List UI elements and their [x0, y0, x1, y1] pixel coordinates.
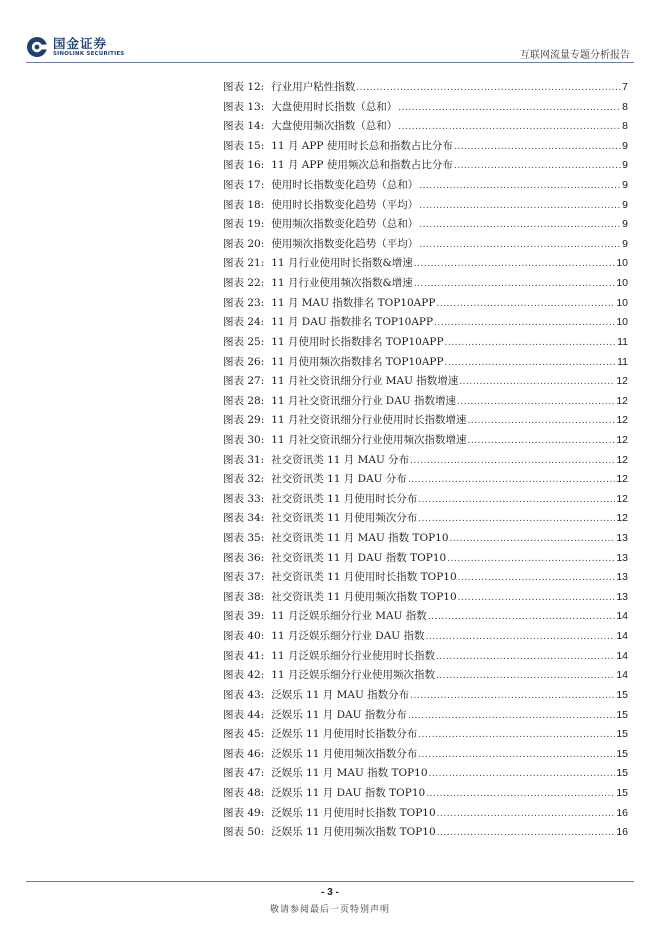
toc-figure-label: 图表 13:: [223, 100, 265, 113]
toc-figure-label: 图表 43:: [223, 688, 265, 701]
toc-figure-title: 行业用户粘性指数: [271, 81, 356, 93]
toc-figure-label: 图表 41:: [223, 649, 265, 662]
toc-page-number: 14: [616, 630, 628, 643]
toc-figure-title: 11 月泛娱乐细分行业 MAU 指数: [271, 610, 427, 623]
toc-entry[interactable]: [223, 706, 628, 726]
toc-figure-label: 图表 42:: [223, 669, 265, 682]
toc-figure-title: 社交资讯类 11 月使用频次分布: [271, 512, 418, 525]
toc-page-number: 12: [616, 453, 628, 466]
toc-figure-label: 图表 16:: [223, 159, 265, 172]
toc-entry[interactable]: [223, 78, 628, 98]
toc-entry[interactable]: [223, 98, 628, 118]
toc-page-number: 15: [616, 786, 628, 799]
toc-entry[interactable]: [223, 568, 628, 588]
toc-figure-label: 图表 38:: [223, 590, 265, 603]
toc-entry[interactable]: [223, 804, 628, 824]
toc-page-number: 14: [616, 610, 628, 623]
toc-page-number: 9: [622, 139, 628, 152]
toc-dot-leader: [414, 255, 616, 275]
toc-entry[interactable]: [223, 529, 628, 549]
toc-figure-label: 图表 32:: [223, 473, 265, 486]
toc-figure-title: 泛娱乐 11 月使用时长指数 TOP10: [271, 806, 436, 819]
toc-figure-title: 11 月泛娱乐细分行业使用时长指数: [271, 649, 435, 662]
toc-figure-label: 图表 19:: [223, 218, 265, 231]
toc-figure-title: 11 月社交资讯细分行业使用时长指数增速: [271, 414, 467, 427]
toc-figure-title: 使用频次指数变化趋势（平均）: [271, 237, 419, 250]
toc-figure-label: 图表 29:: [223, 414, 265, 427]
toc-page-number: 16: [616, 806, 628, 819]
toc-figure-label: 图表 50:: [223, 826, 265, 839]
page-header: [0, 0, 660, 66]
toc-dot-leader: [410, 452, 615, 472]
toc-figure-title: 11 月行业使用频次指数&增速: [271, 277, 413, 290]
sinolink-logo-icon: [26, 36, 48, 58]
toc-entry[interactable]: [223, 156, 628, 176]
toc-figure-label: 图表 28:: [223, 394, 265, 407]
toc-page-number: 15: [616, 747, 628, 760]
toc-figure-label: 图表 44:: [223, 708, 265, 721]
toc-page-number: 14: [616, 649, 628, 662]
toc-figure-title: 社交资讯类 11 月使用时长分布: [271, 492, 418, 505]
toc-dot-leader: [457, 393, 615, 413]
toc-dot-leader: [419, 197, 621, 217]
toc-entry[interactable]: [223, 823, 628, 843]
header-divider: [26, 62, 634, 63]
toc-entry[interactable]: [223, 549, 628, 569]
toc-dot-leader: [418, 510, 615, 530]
toc-entry[interactable]: [223, 666, 628, 686]
toc-entry[interactable]: [223, 215, 628, 235]
toc-entry[interactable]: [223, 588, 628, 608]
toc-entry[interactable]: [223, 509, 628, 529]
toc-dot-leader: [418, 726, 615, 746]
toc-dot-leader: [356, 79, 621, 99]
toc-dot-leader: [419, 177, 621, 197]
toc-entry[interactable]: [223, 647, 628, 667]
toc-dot-leader: [408, 471, 616, 491]
toc-entry[interactable]: [223, 176, 628, 196]
toc-figure-title: 11 月使用频次指数排名 TOP10APP: [271, 355, 444, 368]
toc-entry[interactable]: [223, 117, 628, 137]
toc-figure-title: 使用时长指数变化趋势（总和）: [271, 179, 419, 192]
toc-page-number: 12: [616, 394, 628, 407]
toc-dot-leader: [445, 354, 617, 374]
toc-dot-leader: [447, 550, 615, 570]
brand-name-en: SINOLINK SECURITIES: [53, 50, 125, 57]
toc-dot-leader: [467, 412, 615, 432]
toc-page-number: 9: [622, 159, 628, 172]
toc-dot-leader: [418, 746, 615, 766]
page-number: - 3 -: [321, 887, 339, 898]
toc-page-number: 9: [622, 198, 628, 211]
toc-entry[interactable]: [223, 451, 628, 471]
toc-figure-label: 图表 33:: [223, 492, 265, 505]
toc-entry[interactable]: [223, 235, 628, 255]
toc-dot-leader: [425, 628, 615, 648]
footer-divider: [26, 881, 634, 882]
toc-figure-title: 社交资讯类 11 月 MAU 分布: [271, 453, 410, 466]
toc-entry[interactable]: [223, 411, 628, 431]
toc-figure-label: 图表 21:: [223, 257, 265, 270]
toc-figure-title: 泛娱乐 11 月 DAU 指数 TOP10: [271, 786, 426, 799]
toc-dot-leader: [398, 99, 621, 119]
toc-figure-title: 11 月社交资讯细分行业 DAU 指数增速: [271, 394, 456, 407]
toc-figure-title: 泛娱乐 11 月 MAU 指数 TOP10: [271, 767, 428, 780]
toc-figure-label: 图表 14:: [223, 120, 265, 133]
toc-dot-leader: [458, 589, 616, 609]
toc-dot-leader: [436, 295, 615, 315]
toc-dot-leader: [429, 765, 616, 785]
toc-page-number: 10: [616, 277, 628, 290]
toc-figure-label: 图表 18:: [223, 198, 265, 211]
toc-figure-title: 大盘使用时长指数（总和）: [271, 100, 398, 113]
toc-dot-leader: [445, 334, 617, 354]
toc-dot-leader: [418, 491, 615, 511]
toc-page-number: 15: [616, 688, 628, 701]
toc-page-number: 12: [616, 473, 628, 486]
toc-page-number: 15: [616, 767, 628, 780]
toc-page-number: 10: [616, 257, 628, 270]
toc-entry[interactable]: [223, 764, 628, 784]
toc-figure-label: 图表 40:: [223, 630, 265, 643]
toc-dot-leader: [419, 216, 621, 236]
toc-figure-title: 11 月社交资讯细分行业使用频次指数增速: [271, 433, 467, 446]
toc-figure-label: 图表 26:: [223, 355, 265, 368]
toc-figure-title: 11 月 MAU 指数排名 TOP10APP: [271, 296, 436, 309]
toc-entry[interactable]: [223, 725, 628, 745]
toc-figure-label: 图表 37:: [223, 571, 265, 584]
toc-figure-title: 社交资讯类 11 月 DAU 分布: [271, 473, 407, 486]
toc-dot-leader: [398, 118, 621, 138]
toc-figure-label: 图表 47:: [223, 767, 265, 780]
toc-figure-label: 图表 30:: [223, 433, 265, 446]
report-type: 互联网流量专题分析报告: [520, 50, 630, 61]
toc-page-number: 13: [616, 590, 628, 603]
toc-page-number: 9: [622, 218, 628, 231]
toc-figure-label: 图表 22:: [223, 277, 265, 290]
toc-dot-leader: [426, 785, 615, 805]
toc-entry[interactable]: [223, 470, 628, 490]
toc-entry[interactable]: [223, 372, 628, 392]
toc-page-number: 12: [616, 512, 628, 525]
toc-page-number: 8: [622, 120, 628, 133]
brand-logo: [26, 36, 124, 58]
toc-page-number: 10: [616, 296, 628, 309]
toc-figure-label: 图表 12:: [223, 81, 265, 93]
toc-entry[interactable]: [223, 274, 628, 294]
toc-dot-leader: [434, 314, 615, 334]
toc-entry[interactable]: [223, 254, 628, 274]
toc-figure-title: 11 月 APP 使用频次总和指数占比分布: [271, 159, 453, 172]
toc-figure-label: 图表 34:: [223, 512, 265, 525]
toc-figure-title: 社交资讯类 11 月 DAU 指数 TOP10: [271, 551, 447, 564]
toc-figure-title: 11 月泛娱乐细分行业使用频次指数: [271, 669, 435, 682]
toc-figure-label: 图表 27:: [223, 375, 265, 388]
toc-figure-label: 图表 17:: [223, 179, 265, 192]
toc-figure-title: 泛娱乐 11 月 MAU 指数分布: [271, 688, 410, 701]
toc-entry[interactable]: [223, 490, 628, 510]
toc-dot-leader: [450, 530, 616, 550]
toc-figure-title: 11 月 DAU 指数排名 TOP10APP: [271, 316, 434, 329]
disclaimer: 敬请参阅最后一页特别声明: [269, 905, 390, 915]
toc-entry[interactable]: [223, 686, 628, 706]
toc-entry[interactable]: [223, 745, 628, 765]
toc-dot-leader: [459, 373, 615, 393]
toc-entry[interactable]: [223, 294, 628, 314]
toc-dot-leader: [408, 707, 616, 727]
toc-page-number: 13: [616, 571, 628, 584]
toc-figure-title: 泛娱乐 11 月使用频次指数分布: [271, 747, 418, 760]
toc-page-number: 7: [622, 81, 628, 93]
toc-dot-leader: [428, 608, 616, 628]
toc-figure-title: 大盘使用频次指数（总和）: [271, 120, 398, 133]
toc-page-number: 15: [616, 728, 628, 741]
toc-page-number: 15: [616, 708, 628, 721]
toc-entry[interactable]: [223, 431, 628, 451]
toc-figure-label: 图表 46:: [223, 747, 265, 760]
toc-figure-label: 图表 39:: [223, 610, 265, 623]
toc-entry[interactable]: [223, 784, 628, 804]
toc-figure-label: 图表 23:: [223, 296, 265, 309]
toc-figure-title: 11 月行业使用时长指数&增速: [271, 257, 413, 270]
toc-figure-title: 11 月泛娱乐细分行业 DAU 指数: [271, 630, 425, 643]
toc-dot-leader: [467, 432, 615, 452]
toc-figure-label: 图表 24:: [223, 316, 265, 329]
toc-page-number: 12: [616, 492, 628, 505]
toc-page-number: 13: [616, 532, 628, 545]
toc-dot-leader: [437, 824, 616, 844]
toc-entry[interactable]: [223, 392, 628, 412]
toc-entry[interactable]: [223, 137, 628, 157]
toc-page-number: 10: [616, 316, 628, 329]
toc-figure-label: 图表 36:: [223, 551, 265, 564]
toc-entry[interactable]: [223, 353, 628, 373]
toc-figure-title: 使用频次指数变化趋势（总和）: [271, 218, 419, 231]
toc-entry[interactable]: [223, 607, 628, 627]
toc-figure-title: 11 月使用时长指数排名 TOP10APP: [271, 335, 444, 348]
toc-figure-label: 图表 35:: [223, 532, 265, 545]
toc-figure-label: 图表 45:: [223, 728, 265, 741]
toc-page-number: 12: [616, 433, 628, 446]
table-of-figures: [223, 78, 628, 843]
toc-figure-label: 图表 25:: [223, 335, 265, 348]
toc-figure-label: 图表 20:: [223, 237, 265, 250]
toc-figure-title: 社交资讯类 11 月使用频次指数 TOP10: [271, 590, 457, 603]
toc-dot-leader: [454, 138, 621, 158]
toc-figure-label: 图表 48:: [223, 786, 265, 799]
toc-figure-title: 泛娱乐 11 月 DAU 指数分布: [271, 708, 407, 721]
toc-dot-leader: [436, 667, 615, 687]
toc-page-number: 8: [622, 100, 628, 113]
toc-page-number: 13: [616, 551, 628, 564]
toc-figure-title: 11 月社交资讯细分行业 MAU 指数增速: [271, 375, 459, 388]
toc-page-number: 16: [616, 826, 628, 839]
toc-dot-leader: [458, 569, 616, 589]
toc-page-number: 11: [617, 335, 628, 348]
toc-figure-label: 图表 31:: [223, 453, 265, 466]
toc-entry[interactable]: [223, 333, 628, 353]
toc-figure-label: 图表 49:: [223, 806, 265, 819]
toc-page-number: 9: [622, 237, 628, 250]
toc-figure-title: 泛娱乐 11 月使用时长指数分布: [271, 728, 418, 741]
toc-dot-leader: [410, 687, 615, 707]
toc-figure-title: 泛娱乐 11 月使用频次指数 TOP10: [271, 826, 436, 839]
toc-dot-leader: [419, 236, 621, 256]
toc-page-number: 14: [616, 669, 628, 682]
brand-name-cn: 国金证券: [53, 35, 108, 51]
toc-entry[interactable]: [223, 313, 628, 333]
toc-entry[interactable]: [223, 627, 628, 647]
toc-figure-title: 社交资讯类 11 月使用时长指数 TOP10: [271, 571, 457, 584]
toc-page-number: 11: [617, 355, 628, 368]
toc-figure-title: 使用时长指数变化趋势（平均）: [271, 198, 419, 211]
toc-entry[interactable]: [223, 196, 628, 216]
toc-dot-leader: [454, 157, 621, 177]
toc-page-number: 12: [616, 414, 628, 427]
toc-dot-leader: [414, 275, 616, 295]
toc-page-number: 12: [616, 375, 628, 388]
toc-figure-title: 11 月 APP 使用时长总和指数占比分布: [271, 139, 453, 152]
toc-dot-leader: [436, 648, 615, 668]
toc-dot-leader: [437, 805, 616, 825]
toc-figure-title: 社交资讯类 11 月 MAU 指数 TOP10: [271, 532, 449, 545]
toc-figure-label: 图表 15:: [223, 139, 265, 152]
toc-page-number: 9: [622, 179, 628, 192]
